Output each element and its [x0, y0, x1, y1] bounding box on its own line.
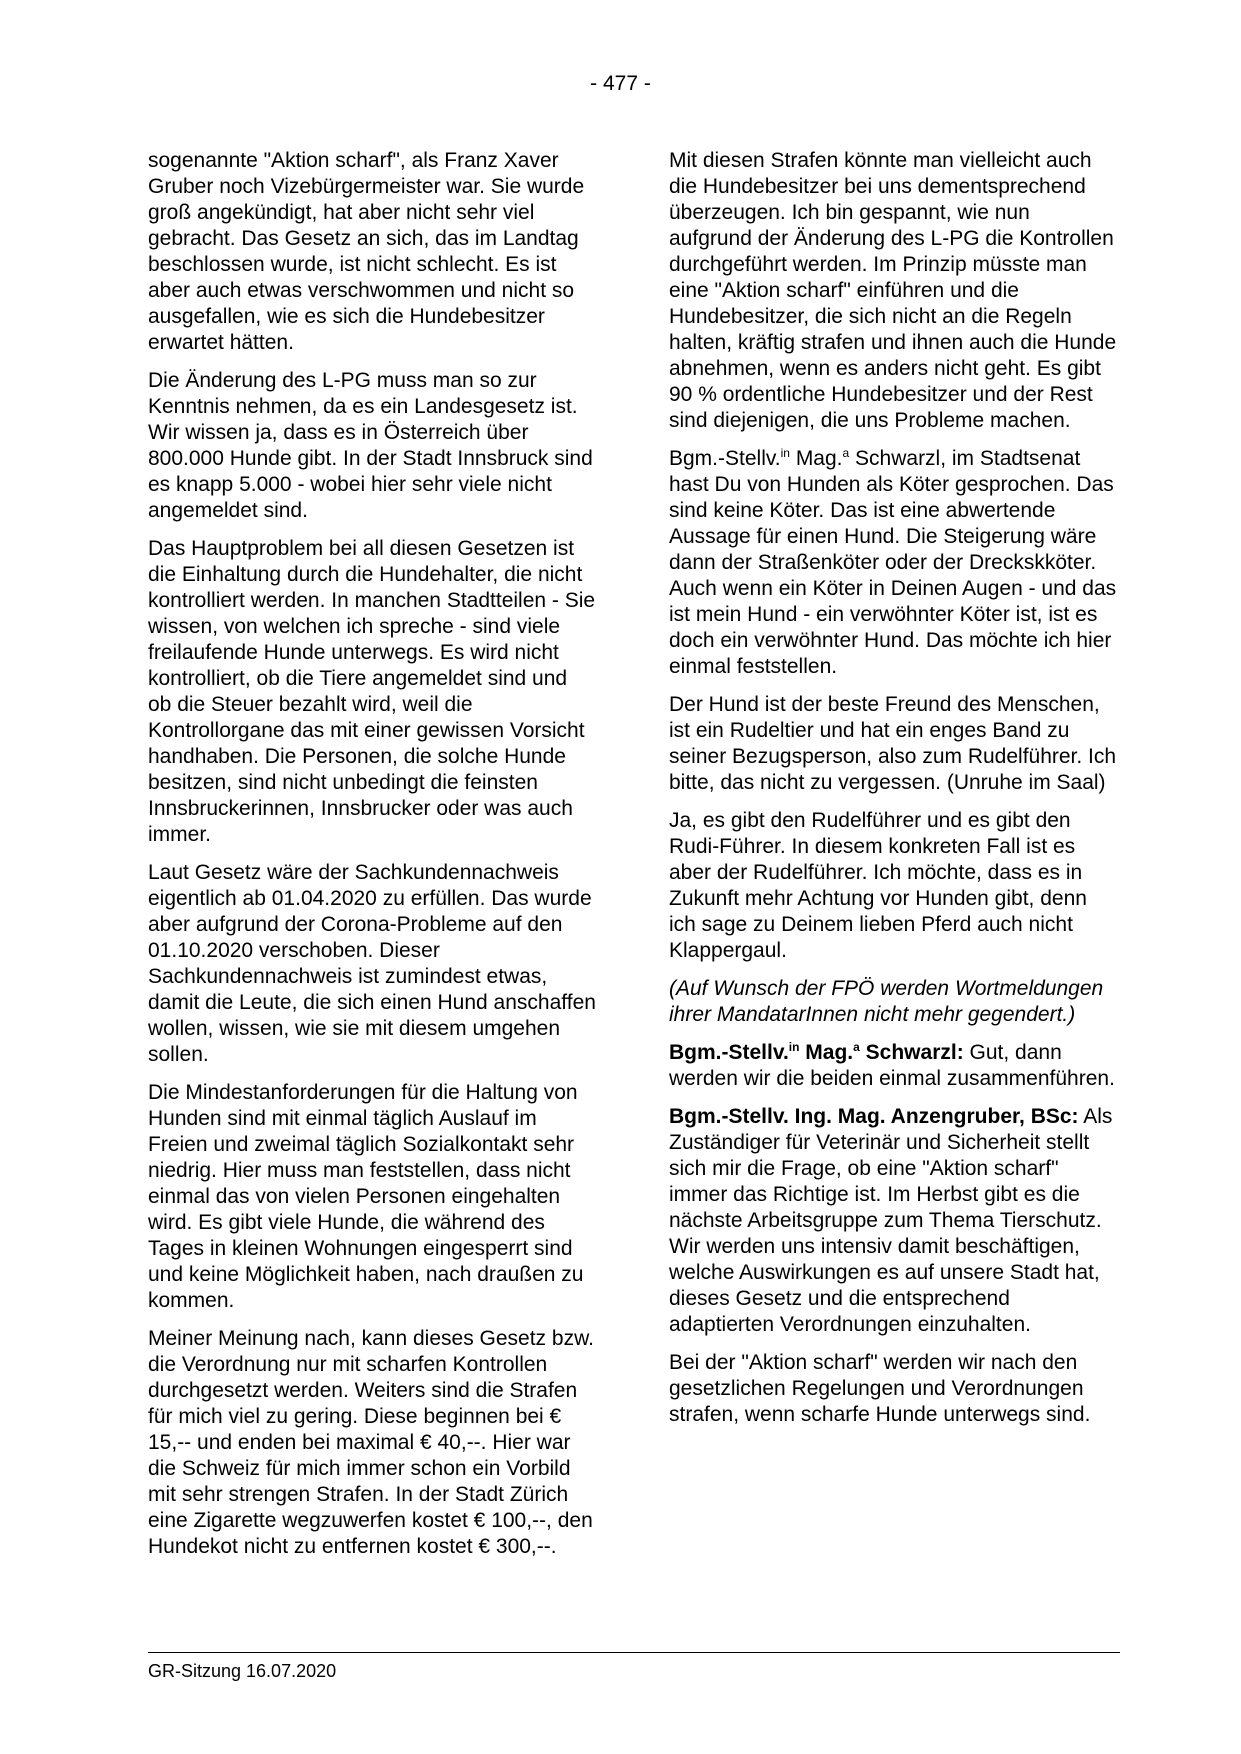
right-paragraph-6 [669, 1040, 1117, 1092]
right-paragraph-4: Ja, es gibt den Rudelführer und es gibt den Rudi-Führer. In diesem konkreten Fall ist es aber der Rudelführer. Ich möchte, dass es in Zukunft mehr Achtung vor Hunden gibt, denn ich sage zu Deinem lieben Pferd auch nicht Klappergaul. [669, 809, 1087, 962]
right-paragraph-3: Der Hund ist der beste Freund des Menschen, ist ein Rudeltier und hat ein enges Band zu seiner Bezugsperson, also zum Rudelführer. Ich bitte, das nicht zu vergessen. (Unruhe im Saal) [669, 693, 1117, 794]
speaker-title: Bgm.-Stellv. [669, 1041, 789, 1064]
superscript-in: in [780, 446, 790, 460]
right-paragraph-1: Mit diesen Strafen könnte man vielleicht auch die Hundebesitzer bei uns dementsprechend überzeugen. Ich bin gespannt, wie nun aufgrund der Änderung des L-PG die Kontrollen durchgeführt werden. Im Prinzip müsste man eine "Aktion scharf" einführen und die Hundebesitzer, die sich nicht an die Regeln halten, kräftig strafen und ihnen auch die Hunde abnehmen, wenn es anders nicht geht. Es gibt 90 % ordentliche Hundebesitzer und der Rest sind diejenigen, die uns Probleme machen. [669, 149, 1117, 432]
editorial-note: (Auf Wunsch der FPÖ werden Wortmeldungen ihrer MandatarInnen nicht mehr gegendert.) [669, 977, 1104, 1026]
left-paragraph-1: sogenannte "Aktion scharf", als Franz Xaver Gruber noch Vizebürgermeister war. Sie wurde groß angekündigt, hat aber nicht sehr viel gebracht. Das Gesetz an sich, das im Landtag beschlossen wurde, ist nicht schlecht. Es ist aber auch etwas verschwommen und nicht so ausgefallen, wie es sich die Hundebesitzer erwartet hätten. [148, 149, 585, 354]
left-paragraph-3: Das Hauptproblem bei all diesen Gesetzen ist die Einhaltung durch die Hundehalter, die nicht kontrolliert werden. In manchen Stadtteilen - Sie wissen, von welchen ich spreche - sind viele freilaufende Hunde unterwegs. Es wird nicht kontrolliert, ob die Tiere angemeldet sind und ob die Steuer bezahlt wird, weil die Kontrollorgane das mit einer gewissen Vorsicht handhaben. Die Personen, die solche Hunde besitzen, sind nicht unbedingt die feinsten Innsbruckerinnen, Innsbrucker oder was auch immer. [148, 537, 596, 846]
footer-session-date: GR-Sitzung 16.07.2020 [148, 1661, 337, 1681]
left-paragraph-2: Die Änderung des L-PG muss man so zur Kenntnis nehmen, da es ein Landesgesetz ist. Wir wissen ja, dass es in Österreich über 800.000 Hunde gibt. In der Stadt Innsbruck sind es knapp 5.000 - wobei hier sehr viele nicht angemeldet sind. [148, 369, 593, 522]
left-paragraph-6: Meiner Meinung nach, kann dieses Gesetz bzw. die Verordnung nur mit scharfen Kontrollen durchgesetzt werden. Weiters sind die Strafen für mich viel zu gering. Diese beginnen bei € 15,-- und enden bei maximal € 40,--. Hier war die Schweiz für mich immer schon ein Vorbild mit sehr strengen Strafen. In der Stadt Zürich eine Zigarette wegzuwerfen kostet € 100,--, den Hundekot nicht zu entfernen kostet € 300,--. [148, 1327, 594, 1558]
page-number: - 477 - [590, 72, 651, 95]
left-paragraph-4: Laut Gesetz wäre der Sachkundennachweis eigentlich ab 01.04.2020 zu erfüllen. Das wurde aber aufgrund der Corona-Probleme auf den 01.10.2020 verschoben. Dieser Sachkundennachweis ist zumindest etwas, damit die Leute, die sich einen Hund anschaffen wollen, wissen, wie sie mit diesem umgehen sollen. [148, 861, 596, 1066]
speaker-title-mag: Mag. [799, 1041, 854, 1064]
speaker-name [669, 1041, 964, 1064]
superscript-in: in [788, 1040, 800, 1054]
right-paragraph-8: Bei der "Aktion scharf" werden wir nach den gesetzlichen Regelungen und Verordnungen strafen, wenn scharfe Hunde unterwegs sind. [669, 1351, 1091, 1426]
speaker-title: Bgm.-Stellv. [669, 447, 781, 470]
speaker-name: Bgm.-Stellv. Ing. Mag. Anzengruber, BSc: [669, 1105, 1079, 1128]
paragraph-text: Gut, dann werden wir die beiden einmal zusammenführen. [669, 1041, 1115, 1090]
superscript-a: a [853, 1040, 860, 1054]
right-paragraph-7 [669, 1104, 1117, 1338]
left-paragraph-5: Die Mindestanforderungen für die Haltung von Hunden sind mit einmal täglich Auslauf im Freien und zweimal täglich Sozialkontakt sehr niedrig. Hier muss man feststellen, dass nicht einmal das von vielen Personen eingehalten wird. Es gibt viele Hunde, die während des Tages in kleinen Wohnungen eingesperrt sind und keine Möglichkeit haben, nach draußen zu kommen. [148, 1081, 584, 1312]
speaker-title-mag: Mag. [789, 447, 843, 470]
footer-divider [148, 1652, 1120, 1653]
superscript-a: a [842, 446, 850, 460]
paragraph-text: Schwarzl, im Stadtsenat hast Du von Hunden als Köter gesprochen. Das sind keine Köter. Das ist eine abwertende Aussage für einen Hund. Die Steigerung wäre dann der Straßenköter oder der Dreckskköter. Auch wenn ein Köter in Deinen Augen - und das ist mein Hund - ein verwöhnter Köter ist, ist es doch ein verwöhnter Hund. Das möchte ich hier einmal feststellen. [669, 447, 1117, 678]
left-column [148, 148, 596, 1572]
right-paragraph-2 [669, 446, 1117, 680]
paragraph-text: Als Zuständiger für Veterinär und Sicherheit stellt sich mir die Frage, ob eine "Aktion scharf" immer das Richtige ist. Im Herbst gibt es die nächste Arbeitsgruppe zum Thema Tierschutz. Wir werden uns intensiv damit beschäftigen, welche Auswirkungen es auf unsere Stadt hat, dieses Gesetz und die entsprechend adaptierten Verordnungen einzuhalten. [669, 1105, 1113, 1336]
speaker-surname: Schwarzl: [859, 1041, 964, 1064]
right-column [669, 148, 1117, 1440]
